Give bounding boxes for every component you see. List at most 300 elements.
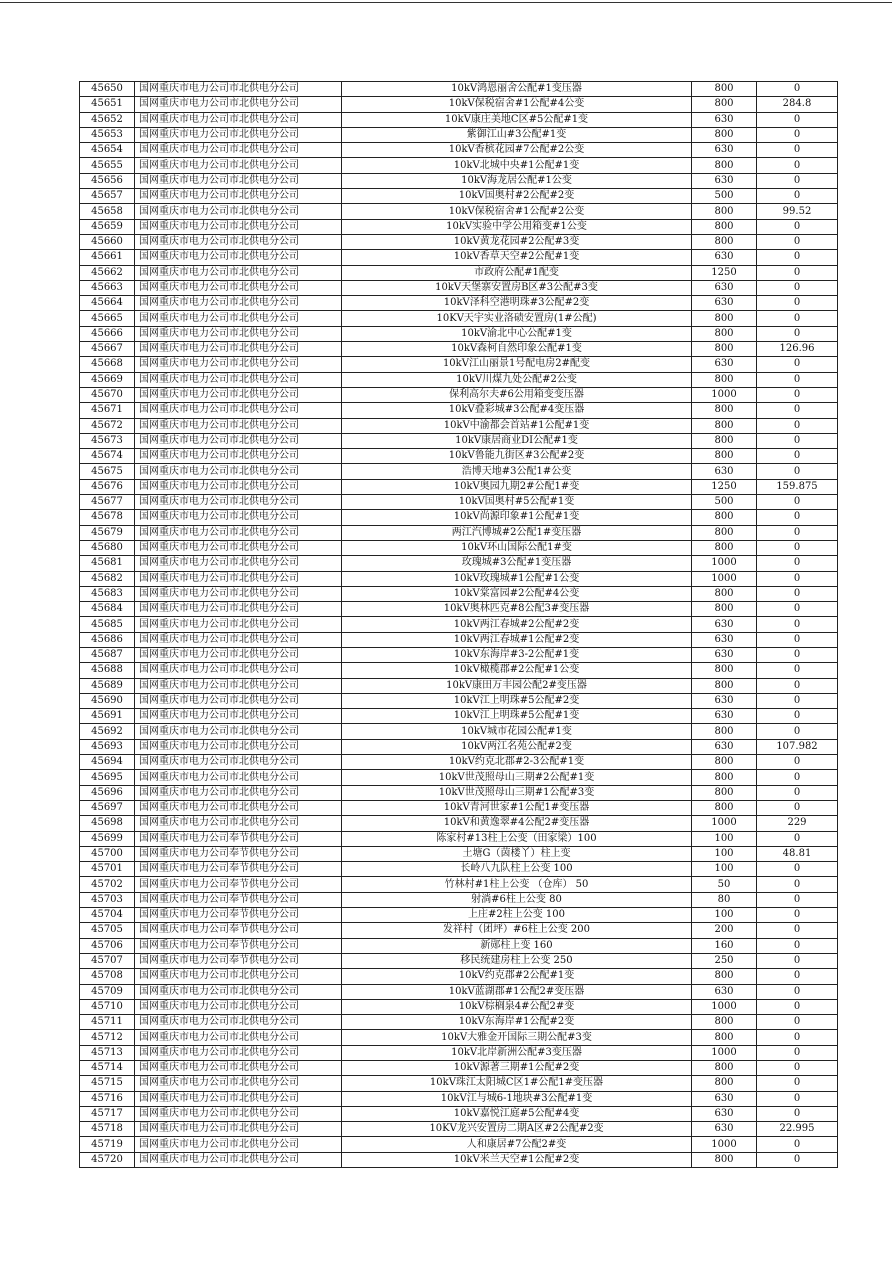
table-row [80,464,838,479]
value-cell: 0 [757,250,838,265]
capacity-cell: 630 [692,280,757,295]
transformer-name-cell: 长岭八九队柱上公变 100 [342,862,692,877]
value-cell: 0 [757,433,838,448]
transformer-name-cell: 10kV奥林匹克#8公配3#变压器 [342,602,692,617]
transformer-name-cell: 10KV天宇实业洛碛安置房(1#公配) [342,311,692,326]
table-row [80,540,838,555]
transformer-name-cell: 新郧柱上变 160 [342,938,692,953]
row-id-cell: 45710 [80,999,135,1014]
capacity-cell: 630 [692,464,757,479]
transformer-name-cell: 10kV康庄美地C区#5公配#1变 [342,112,692,127]
value-cell: 0 [757,387,838,402]
row-id-cell: 45690 [80,693,135,708]
transformer-name-cell: 10KV龙兴安置房二期A区#2公配#2变 [342,1122,692,1137]
company-cell: 国网重庆市电力公司奉节供电分公司 [135,862,342,877]
row-id-cell: 45659 [80,219,135,234]
table-row [80,571,838,586]
value-cell: 0 [757,1152,838,1167]
company-cell: 国网重庆市电力公司市北供电分公司 [135,617,342,632]
company-cell: 国网重庆市电力公司奉节供电分公司 [135,953,342,968]
value-cell: 0 [757,158,838,173]
row-id-cell: 45673 [80,433,135,448]
capacity-cell: 800 [692,1015,757,1030]
company-cell: 国网重庆市电力公司市北供电分公司 [135,1045,342,1060]
transformer-name-cell: 10kV江山丽景1号配电房2#配变 [342,357,692,372]
row-id-cell: 45653 [80,127,135,142]
table-row [80,112,838,127]
company-cell: 国网重庆市电力公司市北供电分公司 [135,326,342,341]
value-cell: 0 [757,464,838,479]
value-cell: 0 [757,173,838,188]
value-cell: 48.81 [757,846,838,861]
company-cell: 国网重庆市电力公司奉节供电分公司 [135,877,342,892]
transformer-name-cell: 10kV实验中学公用箱变#1公变 [342,219,692,234]
capacity-cell: 800 [692,372,757,387]
capacity-cell: 1000 [692,1045,757,1060]
row-id-cell: 45694 [80,755,135,770]
value-cell: 0 [757,418,838,433]
table-row [80,495,838,510]
row-id-cell: 45658 [80,204,135,219]
table-row [80,724,838,739]
capacity-cell: 630 [692,1106,757,1121]
transformer-name-cell: 两江汽博城#2公配1#变压器 [342,525,692,540]
transformer-name-cell: 10kV川煤九处公配#2公变 [342,372,692,387]
row-id-cell: 45670 [80,387,135,402]
row-id-cell: 45669 [80,372,135,387]
company-cell: 国网重庆市电力公司市北供电分公司 [135,999,342,1014]
transformer-name-cell: 10kV天堡寨安置房B区#3公配#3变 [342,280,692,295]
table-row [80,1152,838,1167]
row-id-cell: 45700 [80,846,135,861]
table-row [80,280,838,295]
row-id-cell: 45665 [80,311,135,326]
value-cell: 0 [757,556,838,571]
table-row [80,311,838,326]
table-row [80,189,838,204]
value-cell: 0 [757,953,838,968]
capacity-cell: 800 [692,403,757,418]
capacity-cell: 800 [692,326,757,341]
row-id-cell: 45660 [80,234,135,249]
table-row [80,158,838,173]
transformer-name-cell: 陈家村#13柱上公变（田家梁）100 [342,831,692,846]
transformer-name-cell: 射淌#6柱上公变 80 [342,892,692,907]
transformer-name-cell: 10kV嘉悦江庭#5公配#4变 [342,1106,692,1121]
table-row [80,250,838,265]
row-id-cell: 45652 [80,112,135,127]
table-row [80,1045,838,1060]
capacity-cell: 1000 [692,556,757,571]
company-cell: 国网重庆市电力公司市北供电分公司 [135,311,342,326]
company-cell: 国网重庆市电力公司市北供电分公司 [135,158,342,173]
transformer-name-cell: 10kV江与城6-1地块#3公配#1变 [342,1091,692,1106]
capacity-cell: 1000 [692,571,757,586]
company-cell: 国网重庆市电力公司市北供电分公司 [135,265,342,280]
company-cell: 国网重庆市电力公司市北供电分公司 [135,143,342,158]
capacity-cell: 50 [692,877,757,892]
company-cell: 国网重庆市电力公司市北供电分公司 [135,647,342,662]
row-id-cell: 45712 [80,1030,135,1045]
table-row [80,739,838,754]
capacity-cell: 630 [692,296,757,311]
company-cell: 国网重庆市电力公司市北供电分公司 [135,418,342,433]
capacity-cell: 800 [692,724,757,739]
row-id-cell: 45701 [80,862,135,877]
capacity-cell: 800 [692,311,757,326]
table-row [80,1091,838,1106]
table-row [80,984,838,999]
table-row [80,418,838,433]
transformer-name-cell: 10kV两江春城#1公配#2变 [342,632,692,647]
row-id-cell: 45657 [80,189,135,204]
row-id-cell: 45695 [80,770,135,785]
row-id-cell: 45664 [80,296,135,311]
transformer-name-cell: 10kV国奥村#2公配#2变 [342,189,692,204]
company-cell: 国网重庆市电力公司市北供电分公司 [135,571,342,586]
value-cell: 0 [757,1015,838,1030]
transformer-name-cell: 10kV约克郡#2公配#1变 [342,969,692,984]
row-id-cell: 45715 [80,1076,135,1091]
company-cell: 国网重庆市电力公司市北供电分公司 [135,173,342,188]
row-id-cell: 45683 [80,586,135,601]
capacity-cell: 100 [692,846,757,861]
value-cell: 0 [757,862,838,877]
table-row [80,602,838,617]
company-cell: 国网重庆市电力公司市北供电分公司 [135,525,342,540]
transformer-name-cell: 10kV香槟花园#7公配#2公变 [342,143,692,158]
row-id-cell: 45689 [80,678,135,693]
transformer-name-cell: 移民统建房柱上公变 250 [342,953,692,968]
capacity-cell: 800 [692,755,757,770]
company-cell: 国网重庆市电力公司市北供电分公司 [135,693,342,708]
capacity-cell: 800 [692,219,757,234]
value-cell: 0 [757,510,838,525]
row-id-cell: 45702 [80,877,135,892]
transformer-name-cell: 10kV棕榈泉4#公配2#变 [342,999,692,1014]
value-cell: 0 [757,326,838,341]
capacity-cell: 800 [692,234,757,249]
table-row [80,449,838,464]
transformer-name-cell: 10kV森柯自然印象公配#1变 [342,342,692,357]
capacity-cell: 800 [692,449,757,464]
value-cell: 0 [757,724,838,739]
capacity-cell: 800 [692,785,757,800]
capacity-cell: 630 [692,1122,757,1137]
company-cell: 国网重庆市电力公司奉节供电分公司 [135,938,342,953]
company-cell: 国网重庆市电力公司市北供电分公司 [135,1137,342,1152]
company-cell: 国网重庆市电力公司市北供电分公司 [135,709,342,724]
table-row [80,1061,838,1076]
value-cell: 0 [757,372,838,387]
row-id-cell: 45685 [80,617,135,632]
company-cell: 国网重庆市电力公司市北供电分公司 [135,82,342,97]
capacity-cell: 1250 [692,265,757,280]
table-row [80,1076,838,1091]
company-cell: 国网重庆市电力公司市北供电分公司 [135,770,342,785]
table-row [80,862,838,877]
row-id-cell: 45679 [80,525,135,540]
table-row [80,831,838,846]
capacity-cell: 800 [692,540,757,555]
company-cell: 国网重庆市电力公司奉节供电分公司 [135,846,342,861]
capacity-cell: 100 [692,831,757,846]
table-row [80,479,838,494]
transformer-name-cell: 10kV奥园九期2#公配1#变 [342,479,692,494]
value-cell: 229 [757,816,838,831]
table-row [80,525,838,540]
table-row [80,1106,838,1121]
transformer-name-cell: 10kV和黄逸翠#4公配2#变压器 [342,816,692,831]
row-id-cell: 45666 [80,326,135,341]
capacity-cell: 800 [692,1076,757,1091]
capacity-cell: 250 [692,953,757,968]
transformer-name-cell: 10kV鲁能九街区#3公配#2变 [342,449,692,464]
row-id-cell: 45676 [80,479,135,494]
table-row [80,816,838,831]
table-row [80,800,838,815]
table-row [80,846,838,861]
value-cell: 0 [757,1106,838,1121]
table-row [80,326,838,341]
table-row [80,342,838,357]
table-row [80,678,838,693]
capacity-cell: 800 [692,1061,757,1076]
value-cell: 0 [757,525,838,540]
row-id-cell: 45684 [80,602,135,617]
row-id-cell: 45714 [80,1061,135,1076]
row-id-cell: 45682 [80,571,135,586]
row-id-cell: 45675 [80,464,135,479]
transformer-name-cell: 浩博天地#3公配1#公变 [342,464,692,479]
table-row [80,357,838,372]
transformer-name-cell: 10kV鸿恩丽舍公配#1变压器 [342,82,692,97]
table-row [80,1122,838,1137]
company-cell: 国网重庆市电力公司市北供电分公司 [135,816,342,831]
transformer-name-cell: 10kV橄榄郡#2公配#1公变 [342,663,692,678]
capacity-cell: 1000 [692,1137,757,1152]
value-cell: 0 [757,571,838,586]
row-id-cell: 45680 [80,540,135,555]
table-row [80,586,838,601]
value-cell: 22.995 [757,1122,838,1137]
company-cell: 国网重庆市电力公司市北供电分公司 [135,112,342,127]
row-id-cell: 45704 [80,908,135,923]
value-cell: 0 [757,755,838,770]
capacity-cell: 800 [692,663,757,678]
capacity-cell: 1250 [692,479,757,494]
value-cell: 0 [757,112,838,127]
table-row [80,127,838,142]
table-row [80,387,838,402]
row-id-cell: 45668 [80,357,135,372]
table-row [80,143,838,158]
company-cell: 国网重庆市电力公司市北供电分公司 [135,97,342,112]
row-id-cell: 45707 [80,953,135,968]
company-cell: 国网重庆市电力公司市北供电分公司 [135,479,342,494]
value-cell: 0 [757,800,838,815]
value-cell: 0 [757,663,838,678]
company-cell: 国网重庆市电力公司市北供电分公司 [135,1030,342,1045]
table-row [80,785,838,800]
value-cell: 0 [757,709,838,724]
value-cell: 0 [757,632,838,647]
value-cell: 0 [757,127,838,142]
table-row [80,969,838,984]
value-cell: 99.52 [757,204,838,219]
value-cell: 0 [757,984,838,999]
row-id-cell: 45696 [80,785,135,800]
table-row [80,296,838,311]
table-row [80,97,838,112]
table-row [80,647,838,662]
capacity-cell: 630 [692,357,757,372]
capacity-cell: 160 [692,938,757,953]
table-row [80,953,838,968]
capacity-cell: 800 [692,158,757,173]
capacity-cell: 800 [692,525,757,540]
row-id-cell: 45672 [80,418,135,433]
capacity-cell: 100 [692,862,757,877]
value-cell: 0 [757,495,838,510]
transformer-name-cell: 竹林村#1柱上公变 （仓库） 50 [342,877,692,892]
row-id-cell: 45716 [80,1091,135,1106]
capacity-cell: 630 [692,647,757,662]
table-row [80,1015,838,1030]
value-cell: 159.875 [757,479,838,494]
transformer-name-cell: 10kV北岸新洲公配#3变压器 [342,1045,692,1060]
transformer-name-cell: 10kV黄龙花园#2公配#3变 [342,234,692,249]
capacity-cell: 630 [692,632,757,647]
transformer-name-cell: 10kV江上明珠#5公配#1变 [342,709,692,724]
row-id-cell: 45718 [80,1122,135,1137]
capacity-cell: 200 [692,923,757,938]
row-id-cell: 45705 [80,923,135,938]
capacity-cell: 630 [692,250,757,265]
table-row [80,204,838,219]
row-id-cell: 45674 [80,449,135,464]
table-row [80,617,838,632]
capacity-cell: 800 [692,1030,757,1045]
transformer-name-cell: 紫御江山#3公配#1变 [342,127,692,142]
row-id-cell: 45703 [80,892,135,907]
table-row [80,938,838,953]
value-cell: 0 [757,602,838,617]
value-cell: 0 [757,234,838,249]
transformer-name-cell: 10kV北城中央#1公配#1变 [342,158,692,173]
company-cell: 国网重庆市电力公司市北供电分公司 [135,342,342,357]
value-cell: 0 [757,540,838,555]
company-cell: 国网重庆市电力公司奉节供电分公司 [135,831,342,846]
page-top-rule [0,2,892,3]
value-cell: 0 [757,311,838,326]
company-cell: 国网重庆市电力公司市北供电分公司 [135,1076,342,1091]
value-cell: 0 [757,586,838,601]
table-row [80,709,838,724]
transformer-name-cell: 10kV珠江太阳城C区1#公配1#变压器 [342,1076,692,1091]
capacity-cell: 800 [692,342,757,357]
company-cell: 国网重庆市电力公司市北供电分公司 [135,556,342,571]
transformer-name-cell: 10kV青河世家#1公配1#变压器 [342,800,692,815]
company-cell: 国网重庆市电力公司市北供电分公司 [135,250,342,265]
transformer-name-cell: 10kV叠彩城#3公配#4变压器 [342,403,692,418]
company-cell: 国网重庆市电力公司市北供电分公司 [135,1152,342,1167]
company-cell: 国网重庆市电力公司市北供电分公司 [135,127,342,142]
company-cell: 国网重庆市电力公司市北供电分公司 [135,755,342,770]
capacity-cell: 800 [692,82,757,97]
value-cell: 0 [757,908,838,923]
company-cell: 国网重庆市电力公司市北供电分公司 [135,449,342,464]
table-row [80,632,838,647]
value-cell: 0 [757,1030,838,1045]
row-id-cell: 45720 [80,1152,135,1167]
transformer-name-cell: 10kV香草天空#2公配#1变 [342,250,692,265]
table-row [80,755,838,770]
transformer-name-cell: 10kV东海岸#1公配#2变 [342,1015,692,1030]
transformer-name-cell: 10kV保税宿舍#1公配#2公变 [342,204,692,219]
transformer-name-cell: 10kV泽科空港明珠#3公配#2变 [342,296,692,311]
value-cell: 0 [757,678,838,693]
capacity-cell: 1000 [692,387,757,402]
capacity-cell: 800 [692,510,757,525]
transformer-name-cell: 10kV康田万丰园公配2#变压器 [342,678,692,693]
value-cell: 0 [757,923,838,938]
value-cell: 0 [757,219,838,234]
capacity-cell: 800 [692,127,757,142]
table-row [80,403,838,418]
transformer-name-cell: 10kV康居商业DI公配#1变 [342,433,692,448]
row-id-cell: 45650 [80,82,135,97]
transformer-name-cell: 上庄#2柱上公变 100 [342,908,692,923]
transformer-name-cell: 10kV保税宿舍#1公配#4公变 [342,97,692,112]
value-cell: 107.982 [757,739,838,754]
capacity-cell: 80 [692,892,757,907]
capacity-cell: 100 [692,908,757,923]
transformer-name-cell: 10kV世茂照母山三期#2公配#1变 [342,770,692,785]
capacity-cell: 800 [692,770,757,785]
transformer-name-cell: 10kV海龙居公配#1公变 [342,173,692,188]
value-cell: 0 [757,938,838,953]
row-id-cell: 45678 [80,510,135,525]
row-id-cell: 45719 [80,1137,135,1152]
value-cell: 0 [757,357,838,372]
row-id-cell: 45697 [80,800,135,815]
company-cell: 国网重庆市电力公司市北供电分公司 [135,189,342,204]
table-row [80,82,838,97]
transformer-name-cell: 10kV国奥村#5公配#1变 [342,495,692,510]
row-id-cell: 45706 [80,938,135,953]
transformer-name-cell: 10kV中渝都会首站#1公配#1变 [342,418,692,433]
row-id-cell: 45651 [80,97,135,112]
transformer-name-cell: 10kV源著三期#1公配#2变 [342,1061,692,1076]
company-cell: 国网重庆市电力公司市北供电分公司 [135,510,342,525]
company-cell: 国网重庆市电力公司市北供电分公司 [135,387,342,402]
company-cell: 国网重庆市电力公司奉节供电分公司 [135,908,342,923]
company-cell: 国网重庆市电力公司市北供电分公司 [135,495,342,510]
capacity-cell: 800 [692,602,757,617]
transformer-name-cell: 10kV大雅金开国际三期公配#3变 [342,1030,692,1045]
value-cell: 0 [757,693,838,708]
row-id-cell: 45713 [80,1045,135,1060]
table-row [80,1137,838,1152]
capacity-cell: 630 [692,739,757,754]
capacity-cell: 1000 [692,999,757,1014]
row-id-cell: 45711 [80,1015,135,1030]
table-row [80,510,838,525]
company-cell: 国网重庆市电力公司市北供电分公司 [135,724,342,739]
table-row [80,234,838,249]
capacity-cell: 630 [692,173,757,188]
